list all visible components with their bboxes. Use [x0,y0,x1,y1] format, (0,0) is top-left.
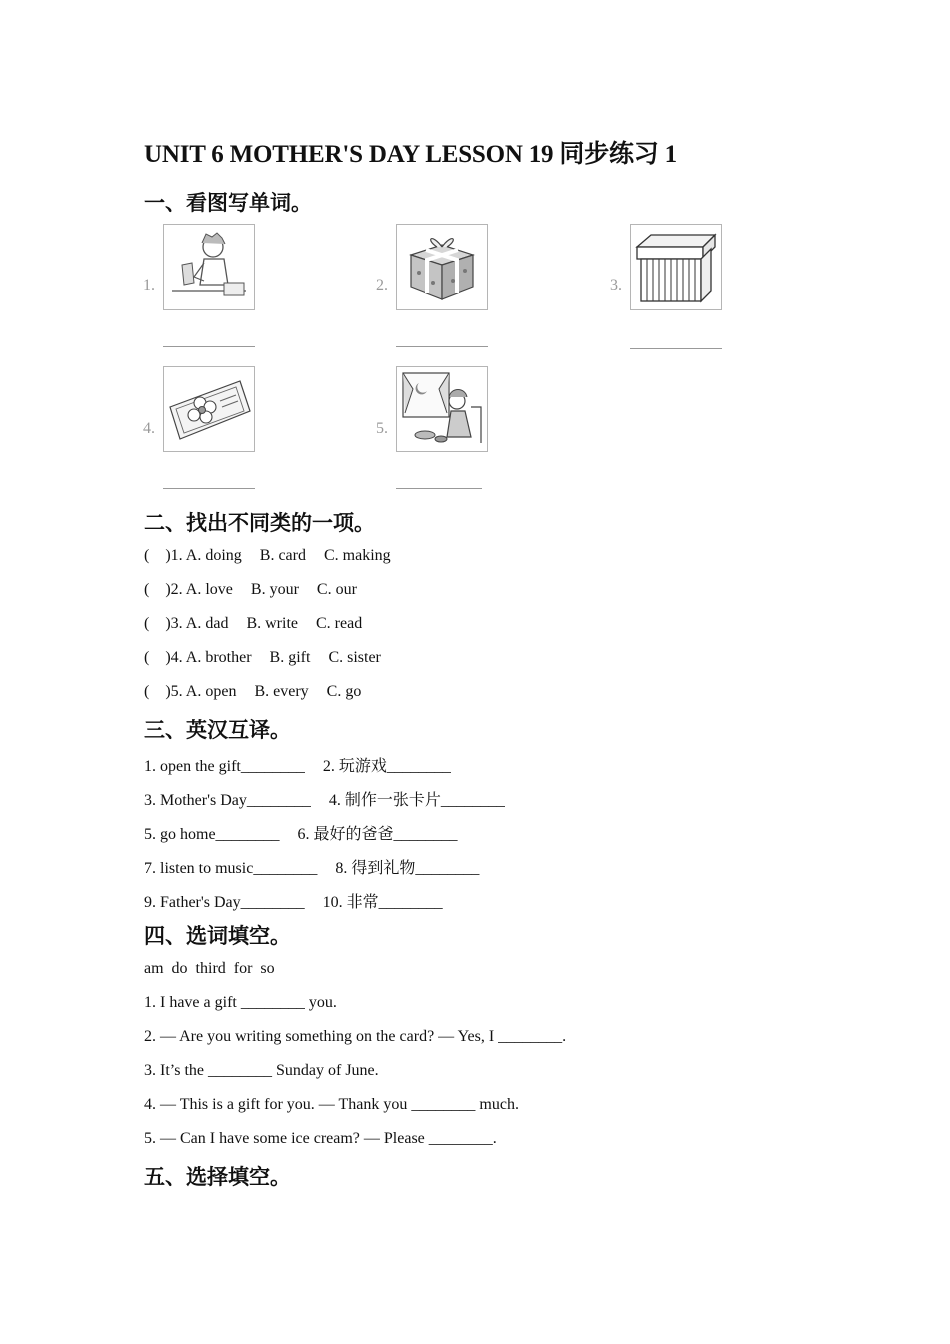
fill-blank-question-4: 4. — This is a gift for you. — Thank you ________ much. [144,1096,519,1113]
picture-number-1: 1. [143,277,155,294]
option-c: C. go [326,683,362,700]
translation-item-6: 6. 最好的爸爸________ [297,826,458,843]
gift-box-icon [396,224,488,310]
question-prefix: ( )5. [144,683,183,700]
boy-writing-card-icon [163,224,255,310]
answer-blank-3[interactable] [630,348,722,349]
choice-question-2 [144,581,357,599]
option-c: C. making [323,547,391,564]
translation-item-10: 10. 非常________ [322,894,443,911]
section-1-heading: 一、看图写单词。 [144,191,312,215]
word-bank: am do third for so [144,960,275,977]
choice-question-4 [144,649,381,667]
striped-box-icon [630,224,722,310]
question-prefix: ( )2. [144,581,183,598]
option-a: A. dad [185,615,229,632]
option-b: B. your [250,581,299,598]
translation-item-7: 7. listen to music________ [144,860,318,877]
picture-number-5: 5. [376,420,388,437]
option-c: C. sister [328,649,381,666]
fill-blank-question-3: 3. It’s the ________ Sunday of June. [144,1062,379,1079]
option-a: A. brother [185,649,252,666]
fill-blank-question-5: 5. — Can I have some ice cream? — Please ________. [144,1130,497,1147]
girl-playing-game-icon [396,366,488,452]
translation-row-1 [144,753,451,776]
translation-row-2 [144,787,505,810]
option-a: A. love [185,581,233,598]
option-a: A. doing [185,547,242,564]
translation-row-5 [144,889,443,912]
picture-number-4: 4. [143,420,155,437]
question-prefix: ( )4. [144,649,183,666]
translation-item-1: 1. open the gift________ [144,758,305,775]
choice-question-3 [144,615,362,633]
translation-item-5: 5. go home________ [144,826,280,843]
option-b: B. write [246,615,298,632]
translation-row-4 [144,855,479,878]
option-a: A. open [185,683,237,700]
option-c: C. read [315,615,363,632]
translation-item-4: 4. 制作一张卡片________ [328,792,505,809]
fill-blank-question-2: 2. — Are you writing something on the card? — Yes, I ________. [144,1028,567,1045]
translation-item-8: 8. 得到礼物________ [335,860,480,877]
flower-card-icon [163,366,255,452]
question-prefix: ( )3. [144,615,183,632]
section-3-heading: 三、英汉互译。 [144,718,291,742]
picture-number-3: 3. [610,277,622,294]
picture-number-2: 2. [376,277,388,294]
option-b: B. every [254,683,309,700]
answer-blank-2[interactable] [396,346,488,347]
option-b: B. gift [269,649,311,666]
choice-question-5 [144,683,361,701]
page-title: UNIT 6 MOTHER'S DAY LESSON 19 同步练习 1 [144,141,677,168]
translation-row-3 [144,821,458,844]
section-2-heading: 二、找出不同类的一项。 [144,511,375,535]
answer-blank-4[interactable] [163,488,255,489]
answer-blank-1[interactable] [163,346,255,347]
section-5-heading: 五、选择填空。 [144,1165,291,1189]
choice-question-1 [144,547,391,565]
question-prefix: ( )1. [144,547,183,564]
translation-item-2: 2. 玩游戏________ [322,758,451,775]
fill-blank-question-1: 1. I have a gift ________ you. [144,994,337,1011]
option-c: C. our [316,581,357,598]
translation-item-9: 9. Father's Day________ [144,894,305,911]
section-4-heading: 四、选词填空。 [144,924,291,948]
option-b: B. card [259,547,306,564]
translation-item-3: 3. Mother's Day________ [144,792,311,809]
answer-blank-5[interactable] [396,488,482,489]
